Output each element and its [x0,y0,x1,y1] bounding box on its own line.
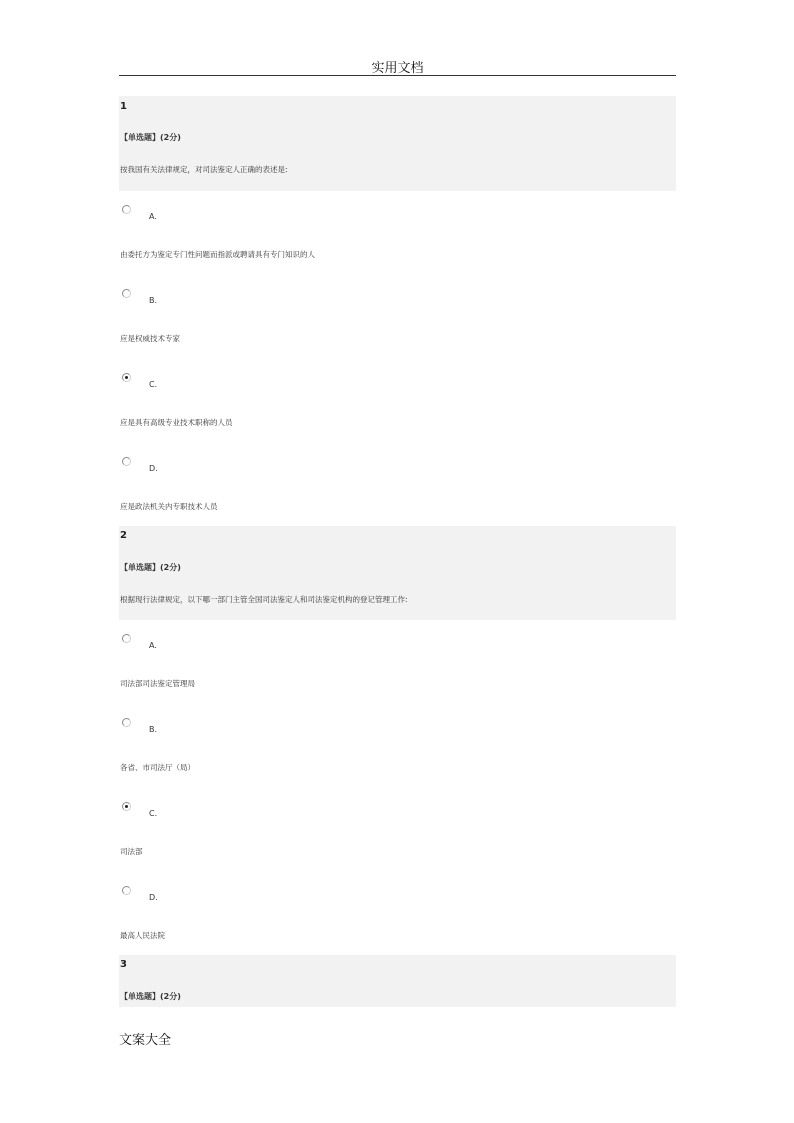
question-3 [119,955,676,1007]
option-letter: A. [149,641,157,650]
question-header [119,526,676,620]
option-d[interactable] [119,443,676,527]
radio-button[interactable] [122,289,131,298]
header-divider [119,75,676,76]
option-text: 司法部司法鉴定管理局 [120,679,195,688]
option-letter: B. [149,725,158,734]
option-c[interactable] [119,788,676,872]
option-letter: B. [149,296,158,305]
option-b[interactable] [119,704,676,788]
option-d[interactable] [119,872,676,956]
option-b[interactable] [119,275,676,359]
question-2 [119,526,676,956]
radio-button[interactable] [122,457,131,466]
question-type-label: 【单选题】(2分) [120,133,181,142]
question-stem: 根据现行法律规定，以下哪一部门主管全国司法鉴定人和司法鉴定机构的登记管理工作: [120,595,408,604]
option-text: 司法部 [120,847,143,856]
radio-button[interactable] [122,886,131,895]
option-a[interactable] [119,620,676,704]
radio-button[interactable] [122,634,131,643]
option-letter: C. [149,809,158,818]
option-c[interactable] [119,359,676,443]
radio-button[interactable] [122,373,131,382]
question-number: 1 [120,101,127,112]
question-header [119,96,676,191]
option-text: 由委托方为鉴定专门性问题而指派或聘请具有专门知识的人 [120,250,315,259]
option-text: 应是具有高级专业技术职称的人员 [120,418,233,427]
question-header [119,955,676,1007]
question-stem: 按我国有关法律规定，对司法鉴定人正确的表述是: [120,165,288,174]
option-letter: A. [149,212,157,221]
question-type-label: 【单选题】(2分) [120,563,181,572]
option-letter: D. [149,464,158,473]
option-letter: D. [149,893,158,902]
option-text: 应是政法机关内专职技术人员 [120,502,218,511]
option-text: 应是权威技术专家 [120,334,180,343]
option-a[interactable] [119,191,676,275]
option-letter: C. [149,380,158,389]
radio-button[interactable] [122,205,131,214]
page-header-title: 实用文档 [371,61,424,76]
radio-button[interactable] [122,802,131,811]
radio-button[interactable] [122,718,131,727]
question-number: 3 [120,959,127,970]
question-number: 2 [120,530,127,541]
page-footer-text: 文案大全 [119,1033,172,1048]
question-type-label: 【单选题】(2分) [120,992,181,1001]
question-1 [119,96,676,527]
option-text: 最高人民法院 [120,931,165,940]
option-text: 各省、市司法厅（局） [120,763,195,772]
